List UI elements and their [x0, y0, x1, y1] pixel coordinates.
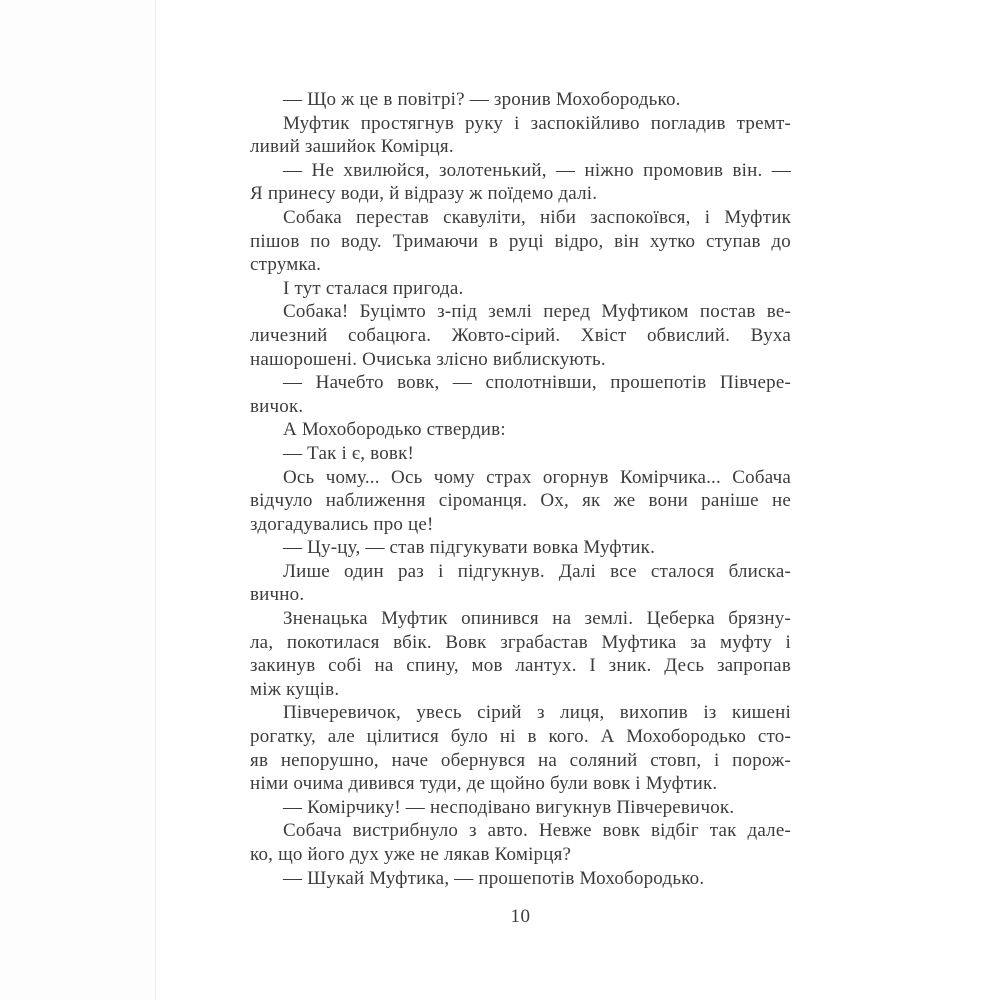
page-edge-divider	[0, 0, 156, 1000]
story-text-block	[250, 88, 791, 890]
paragraph	[250, 466, 791, 537]
text-line: вично.	[250, 584, 305, 606]
text-line: між кущів.	[250, 678, 340, 700]
paragraph	[250, 88, 791, 112]
text-line: — Комірчику! — несподівано вигукнув Півчеревичок.	[283, 796, 735, 818]
text-line: Собака перестав скавуліти, ніби заспокоївся, і Муфтик	[283, 206, 791, 228]
paragraph	[250, 819, 791, 866]
text-line: Ось чому... Ось чому страх огорнув Комірчика... Собача	[283, 466, 791, 488]
paragraph	[250, 371, 791, 418]
text-line: закинув собі на спину, мов лантух. І зник. Десь запропав	[250, 655, 791, 677]
paragraph	[250, 418, 791, 442]
paragraph	[250, 796, 791, 820]
text-line: І тут сталася пригода.	[283, 277, 464, 299]
text-line: рогатку, але цілитися було ні в кого. А Мохобородько сто-	[250, 726, 791, 748]
text-line: — Цу-цу, — став підгукувати вовка Муфтик.	[283, 537, 656, 559]
text-line: струмка.	[250, 254, 322, 276]
text-line: відчуло наближення сіроманця. Ох, як же вони раніше не	[250, 490, 791, 512]
paragraph	[250, 607, 791, 701]
text-line: яв непорушно, наче обернувся на соляний стовп, і порож-	[250, 749, 791, 771]
paragraph	[250, 206, 791, 277]
text-line: ливий зашийок Комірця.	[250, 136, 454, 158]
text-line: — Шукай Муфтика, — прошепотів Мохобородько.	[283, 867, 705, 889]
paragraph	[250, 300, 791, 371]
paragraph	[250, 536, 791, 560]
paragraph	[250, 560, 791, 607]
text-line: — Начебто вовк, — сполотнівши, прошепотів Півчере-	[283, 372, 791, 394]
text-line: Лише один раз і підгукнув. Далі все сталося блиска-	[283, 560, 791, 582]
text-line: пішов по воду. Тримаючи в руці відро, він хутко ступав до	[250, 230, 791, 252]
paragraph	[250, 112, 791, 159]
text-line: Собача вистрибнуло з авто. Невже вовк відбіг так дале-	[283, 820, 791, 842]
text-line: ла, покотилася вбік. Вовк зграбастав Муфтика за муфту і	[250, 631, 791, 653]
page-number: 10	[510, 906, 531, 927]
paragraph	[250, 701, 791, 795]
text-line: Собака! Буцімто з-під землі перед Муфтиком постав ве-	[283, 301, 791, 323]
text-line: нашорошені. Очиська злісно виблискують.	[250, 348, 606, 370]
text-line: — Що ж це в повітрі? — зронив Мохобородько.	[283, 89, 681, 110]
text-line: Муфтик простягнув руку і заспокійливо погладив тремт-	[283, 112, 791, 134]
text-line: Півчеревичок, увесь сірий з лиця, вихопив із кишені	[283, 702, 791, 724]
text-line: А Мохобородько ствердив:	[283, 419, 506, 441]
paragraph	[250, 159, 791, 206]
book-page	[156, 0, 1000, 1000]
text-line: — Не хвилюйся, золотенький, — ніжно промовив він. —	[283, 159, 791, 181]
text-line: ко, що його дух уже не лякав Комірця?	[250, 844, 572, 865]
text-line: — Так і є, вовк!	[283, 442, 415, 464]
text-line: вичок.	[250, 395, 304, 417]
text-line: Я принесу води, й відразу ж поїдемо далі.	[250, 183, 598, 205]
paragraph	[250, 867, 791, 891]
text-line: здогадувались про це!	[250, 513, 434, 535]
text-line: Зненацька Муфтик опинився на землі. Цеберка брязну-	[283, 608, 791, 630]
paragraph	[250, 277, 791, 301]
paragraph	[250, 442, 791, 466]
text-line: німи очима дивився туди, де щойно були вовк і Муфтик.	[250, 773, 718, 795]
text-line: личезний собацюга. Жовто-сірий. Хвіст обвислий. Вуха	[250, 324, 791, 346]
